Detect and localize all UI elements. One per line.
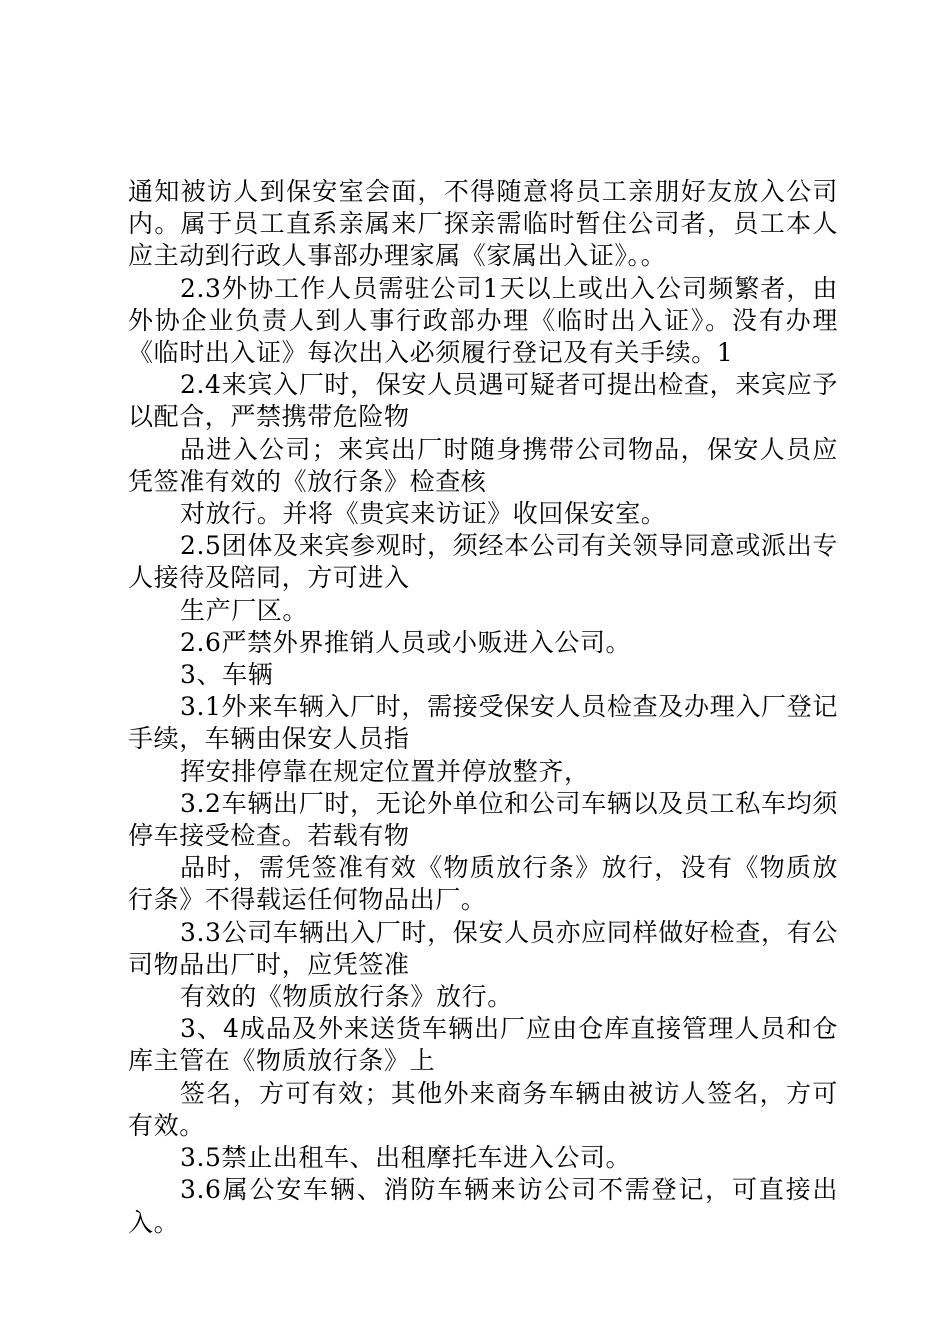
paragraph-2-3: 2.3外协工作人员需驻公司1天以上或出入公司频繁者，由外协企业负责人到人事行政部办理《临时出入证》。没有办理《临时出入证》每次出入必须履行登记及有关手续。1 [128,273,838,368]
paragraph-3-2-cont: 品时，需凭签准有效《物质放行条》放行，没有《物质放行条》不得载运任何物品出厂。 [128,853,838,915]
paragraph-2-4: 2.4来宾入厂时，保安人员遇可疑者可提出检查，来宾应予以配合，严禁携带危险物 [128,370,838,432]
paragraph-2-5-cont: 生产厂区。 [180,595,309,625]
paragraph-2-4-cont-2: 对放行。并将《贵宾来访证》收回保安室。 [180,499,667,529]
paragraph-3-2: 3.2车辆出厂时，无论外单位和公司车辆以及员工私车均须停车接受检查。若载有物 [128,788,838,851]
paragraph-3-1-cont: 挥安排停靠在规定位置并停放整齐， [180,756,590,786]
document-body [128,176,838,1239]
paragraph-3-3: 3.3公司车辆出入厂时，保安人员亦应同样做好检查，有公司物品出厂时，应凭签准 [128,917,838,979]
paragraph-3-3-cont: 有效的《物质放行条》放行。 [180,982,513,1012]
paragraph-2-6: 2.6严禁外界推销人员或小贩进入公司。 [180,627,632,657]
section-heading-vehicles: 3、车辆 [180,660,274,690]
paragraph-3-1: 3.1外来车辆入厂时，需接受保安人员检查及办理入厂登记手续，车辆由保安人员指 [128,692,838,754]
paragraph-2-5: 2.5团体及来宾参观时，须经本公司有关领导同意或派出专人接待及陪同，方可进入 [128,531,838,593]
paragraph-3-4: 3、4成品及外来送货车辆出厂应由仓库直接管理人员和仓库主管在《物质放行条》上 [128,1014,838,1076]
paragraph-2-4-cont-1: 品进入公司；来宾出厂时随身携带公司物品，保安人员应凭签准有效的《放行条》检查核 [128,434,838,496]
paragraph-visitor-notify: 通知被访人到保安室会面，不得随意将员工亲朋好友放入公司内。属于员工直系亲属来厂探亲需临时暂住公司者，员工本人应主动到行政人事部办理家属《家属出入证》。。 [128,177,838,271]
paragraph-3-6: 3.6属公安车辆、消防车辆来访公司不需登记，可直接出入。 [128,1175,838,1237]
paragraph-3-5: 3.5禁止出租车、出租摩托车进入公司。 [180,1143,632,1173]
paragraph-3-4-cont: 签名，方可有效；其他外来商务车辆由被访人签名，方可有效。 [128,1078,838,1140]
